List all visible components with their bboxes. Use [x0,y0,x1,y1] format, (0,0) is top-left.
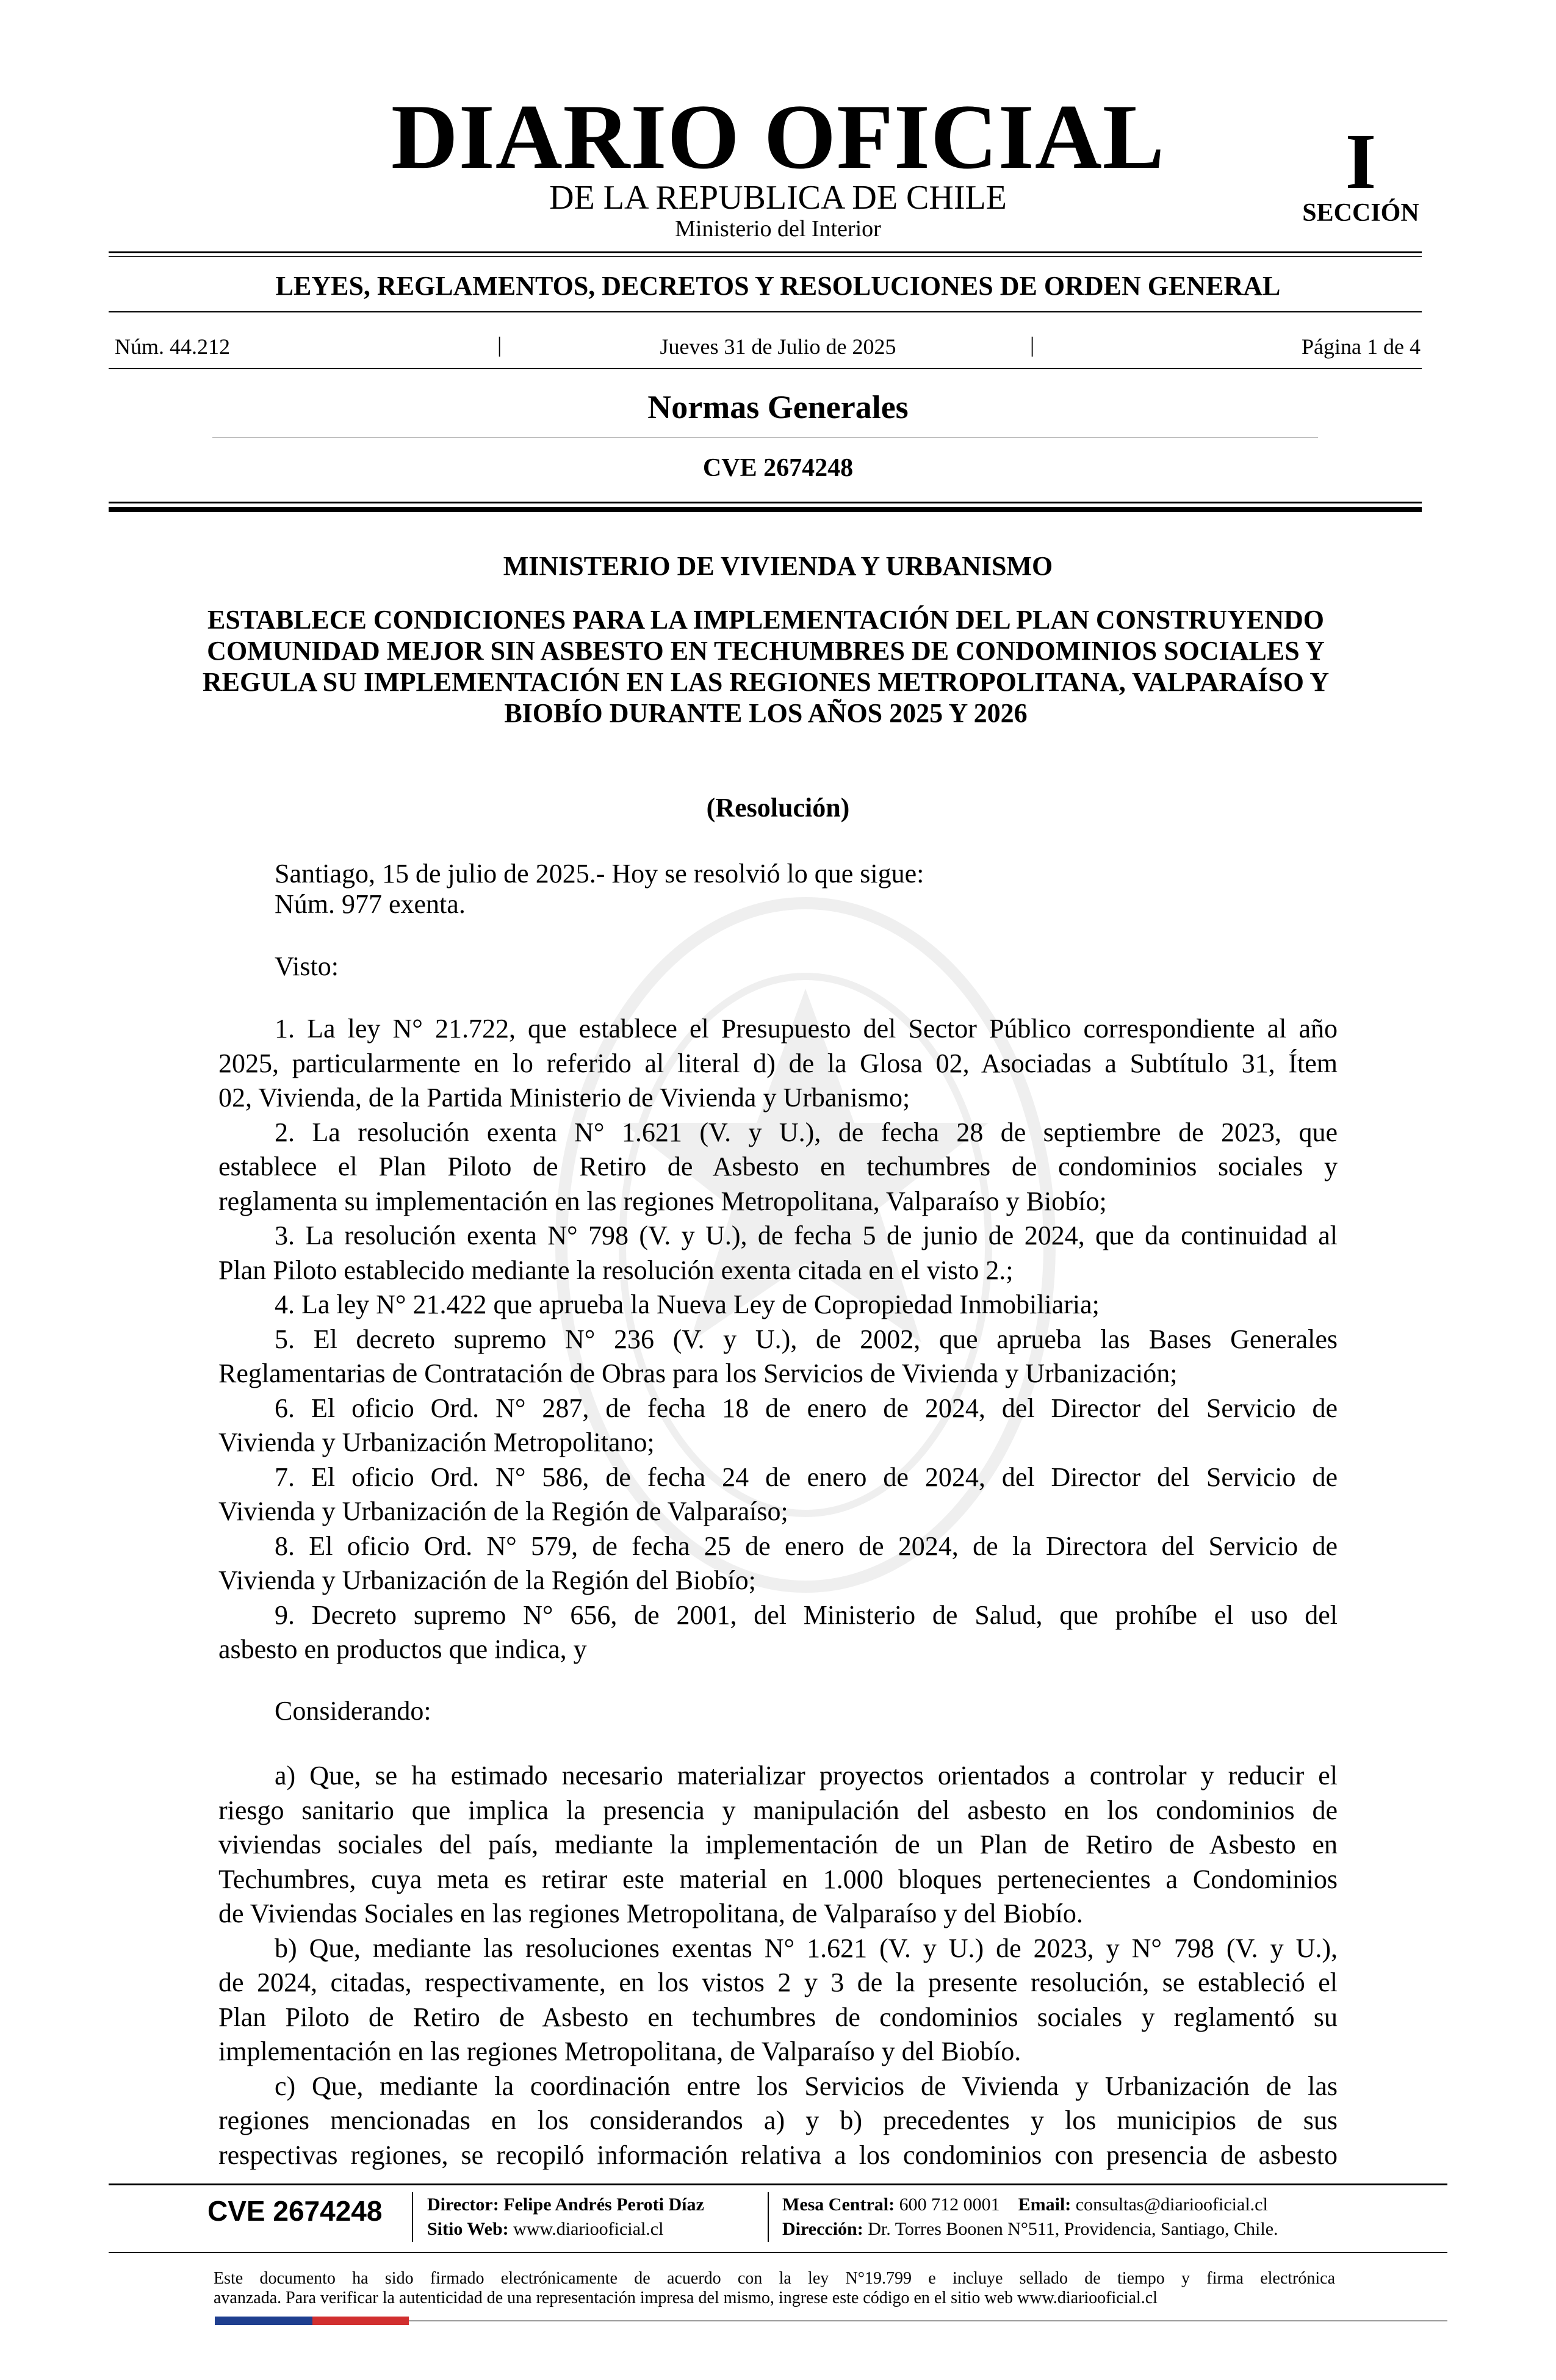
resolution-type: (Resolución) [706,793,850,823]
masthead-title: DIARIO OFICIAL [391,85,1165,188]
visto-line: 5. El decreto supremo N° 236 (V. y U.), de 2002, que aprueba las Bases Generales [275,1324,1338,1354]
masthead-rule [109,251,1422,253]
flag-stripe-blue [215,2317,312,2325]
section-numeral: I [1345,118,1377,206]
section-label: SECCIÓN [1302,199,1419,227]
resolution-number: Núm. 977 exenta. [275,889,466,919]
considerando-line: implementación en las regiones Metropolitana, de Valparaíso y del Biobío. [218,2036,1021,2066]
visto-line: Vivienda y Urbanización de la Región de Valparaíso; [218,1496,788,1526]
visto-line: 6. El oficio Ord. N° 287, de fecha 18 de enero de 2024, del Director del Servicio de [275,1393,1338,1423]
visto-line: 8. El oficio Ord. N° 579, de fecha 25 de enero de 2024, de la Directora del Servicio de [275,1531,1338,1561]
footer-rule-lower [109,2252,1447,2253]
considerando-line: Techumbres, cuya meta es retirar este material en 1.000 bloques pertenecientes a Condominios [218,1864,1338,1894]
visto-line: Vivienda y Urbanización Metropolitano; [218,1427,655,1457]
footer-website [427,2220,663,2238]
masthead-rule-thin [109,256,1422,257]
footer-director-label: Director: [427,2194,499,2215]
footer-email-link[interactable]: consultas@diariooficial.cl [1075,2194,1268,2215]
flag-stripe-red [312,2317,409,2325]
ministry-heading: MINISTERIO DE VIVIENDA Y URBANISMO [503,551,1053,581]
resolution-title: ESTABLECE CONDICIONES PARA LA IMPLEMENTACIÓN DEL PLAN CONSTRUYENDO COMUNIDAD MEJOR SIN ASBESTO EN TECHUMBRES DE CONDOMINIOS SOCIALES Y REGULA SU IMPLEMENTACIÓN EN LAS REGIONES METROPOLITANA, VALPARAÍSO Y BIOBÍO DURANTE LOS AÑOS 2025 Y 2026 [202,605,1330,728]
place-date: Santiago, 15 de julio de 2025.- Hoy se resolvió lo que sigue: [275,859,924,889]
visto-line: Vivienda y Urbanización de la Región del Biobío; [218,1565,756,1595]
issue-page: Página 1 de 4 [1302,334,1421,359]
visto-line: 2025, particularmente en lo referido al literal d) de la Glosa 02, Asociadas a Subtítulo 31, Ítem [218,1048,1338,1078]
visto-line: 02, Vivienda, de la Partida Ministerio de Vivienda y Urbanismo; [218,1083,910,1112]
considerando-line: regiones mencionadas en los considerandos a) y b) precedentes y los municipios de sus [218,2105,1338,2135]
visto-line: Reglamentarias de Contratación de Obras para los Servicios de Vivienda y Urbanización; [218,1358,1178,1388]
considerando-line: a) Que, se ha estimado necesario materializar proyectos orientados a controlar y reducir el [275,1761,1338,1790]
footer-director [427,2196,704,2214]
header-bottom-rule-thick [109,507,1422,512]
issue-date: Jueves 31 de Julio de 2025 [660,334,896,359]
flag-stripe-line [409,2320,1447,2321]
visto-line: reglamenta su implementación en las regiones Metropolitana, Valparaíso y Biobío; [218,1186,1107,1216]
footer-web-label: Sitio Web: [427,2219,509,2239]
visto-line: 7. El oficio Ord. N° 586, de fecha 24 de enero de 2024, del Director del Servicio de [275,1462,1338,1492]
footer-cve: CVE 2674248 [207,2195,383,2227]
considerando-line: b) Que, mediante las resoluciones exentas N° 1.621 (V. y U.) de 2023, y N° 798 (V. y U.), [275,1933,1338,1963]
footer-address-label: Dirección: [782,2219,863,2239]
footer-contact [782,2196,1268,2214]
masthead-subtitle: DE LA REPUBLICA DE CHILE [549,179,1007,217]
section-heading: Normas Generales [647,389,909,425]
issue-separator: | [1030,333,1035,357]
footer-divider [412,2192,413,2242]
cve-code: CVE 2674248 [702,454,854,482]
visto-line: 4. La ley N° 21.422 que aprueba la Nueva Ley de Copropiedad Inmobiliaria; [275,1289,1100,1319]
section-heading-rule [212,437,1318,438]
considerando-line: de 2024, citadas, respectivamente, en los vistos 2 y 3 de la presente resolución, se estableció el [218,1967,1338,1997]
footer-mesa-value: 600 712 0001 [899,2194,1000,2215]
visto-line: asbesto en productos que indica, y [218,1634,587,1664]
considerando-line: riesgo sanitario que implica la presencia y manipulación del asbesto en los condominios de [218,1795,1338,1825]
visto-line: 2. La resolución exenta N° 1.621 (V. y U.), de fecha 28 de septiembre de 2023, que [275,1117,1338,1147]
considerando-line: de Viviendas Sociales en las regiones Metropolitana, de Valparaíso y del Biobío. [218,1899,1083,1928]
footer-address-value: Dr. Torres Boonen N°511, Providencia, Santiago, Chile. [868,2219,1278,2239]
visto-heading: Visto: [275,951,339,981]
category-rule [109,311,1422,312]
footer-divider [768,2192,769,2242]
visto-line: Plan Piloto establecido mediante la resolución exenta citada en el visto 2.; [218,1255,1014,1285]
category-banner: LEYES, REGLAMENTOS, DECRETOS Y RESOLUCIONES DE ORDEN GENERAL [275,271,1281,301]
visto-line: 3. La resolución exenta N° 798 (V. y U.), de fecha 5 de junio de 2024, que da continuidad al [275,1221,1338,1250]
masthead-ministry: Ministerio del Interior [675,216,881,242]
considerando-line: viviendas sociales del país, mediante la implementación de un Plan de Retiro de Asbesto en [218,1830,1338,1859]
considerando-line: respectivas regiones, se recopiló información relativa a los condominios con presencia de asbesto [218,2140,1338,2170]
issue-separator: | [497,333,502,357]
visto-line: 9. Decreto supremo N° 656, de 2001, del Ministerio de Salud, que prohíbe el uso del [275,1599,1338,1630]
considerando-heading: Considerando: [275,1696,431,1726]
footer-web-link[interactable]: www.diariooficial.cl [513,2219,664,2239]
header-bottom-rule [109,502,1422,503]
visto-line: establece el Plan Piloto de Retiro de Asbesto en techumbres de condominios sociales y [218,1152,1338,1181]
issue-number: Núm. 44.212 [115,334,230,359]
footer-director-name: Felipe Andrés Peroti Díaz [503,2194,704,2215]
considerando-line: Plan Piloto de Retiro de Asbesto en techumbres de condominios sociales y reglamentó su [218,2002,1338,2032]
footer-address [782,2220,1278,2238]
footer-email-label: Email: [1018,2194,1072,2215]
issue-rule [109,368,1422,369]
footer-mesa-label: Mesa Central: [782,2194,895,2215]
visto-line: 1. La ley N° 21.722, que establece el Presupuesto del Sector Público correspondiente al año [275,1014,1338,1044]
considerando-line: c) Que, mediante la coordinación entre los Servicios de Vivienda y Urbanización de las [275,2071,1338,2101]
legal-notice-line1: Este documento ha sido firmado electrónicamente de acuerdo con la ley N°19.799 e incluye sellado de tiempo y firma electrónica [214,2269,1335,2288]
legal-notice-line2: avanzada. Para verificar la autenticidad de una representación impresa del mismo, ingrese este código en el sitio web www.diariooficial.cl [214,2288,1158,2307]
footer-rule [109,2183,1447,2185]
